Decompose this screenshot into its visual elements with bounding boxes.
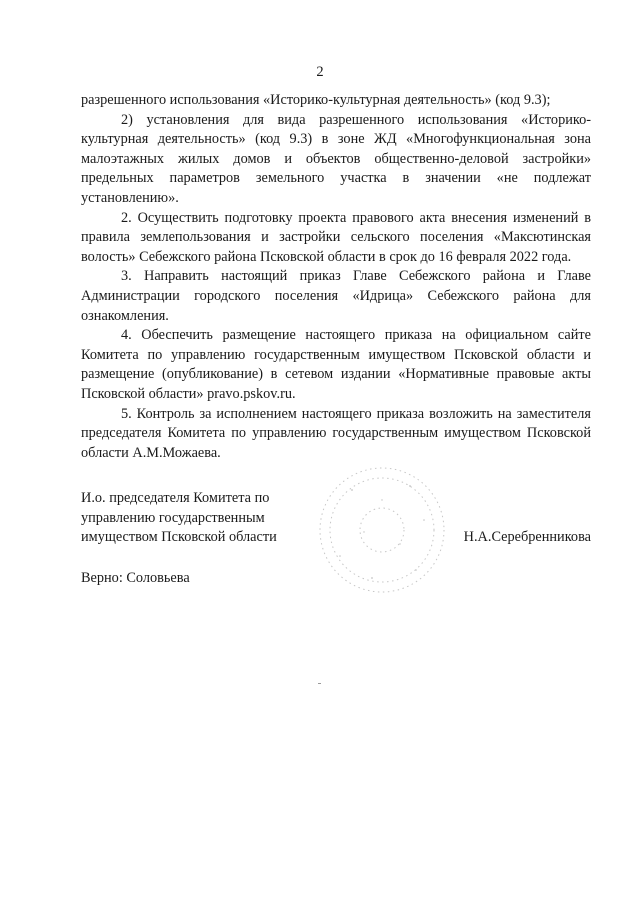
paragraph-item-2-subclause: 2) установления для вида разрешенного использования «Историко-культурная деятельность» (код 9.3) в зоне ЖД «Многофункциональная зона малоэтажных жилых домов и объектов общественно-деловой застройки» предельных параметров земельного участка в значении «не подлежат установлению». (81, 111, 591, 206)
scan-speck (318, 683, 321, 684)
paragraph-item-3: 3. Направить настоящий приказ Главе Себежского района и Главе Администрации городского поселения «Идрица» Себежского района для ознакомления. (81, 268, 591, 324)
paragraph-item-4: 4. Обеспечить размещение настоящего приказа на официальном сайте Комитета по управлению государственным имуществом Псковской области и размещение (опубликование) в сетевом издании «Нормативные правовые акты Псковской области» pravo.pskov.ru. (81, 327, 591, 402)
signatory-position-line: управлению государственным (81, 509, 265, 526)
signatory-position-line: И.о. председателя Комитета по (81, 490, 270, 506)
paragraph-item-2: 2. Осуществить подготовку проекта правового акта внесения изменений в правила землепользования и застройки сельского поселения «Максютинская волость» Себежского района Псковской области в срок до 16 февраля 2022 года. (81, 209, 591, 265)
paragraph-continuation: разрешенного использования «Историко-культурная деятельность» (код 9.3); (81, 92, 551, 108)
document-body (81, 91, 591, 463)
signatory-position-line: имуществом Псковской области (81, 529, 277, 546)
signatory-name: Н.А.Серебренникова (463, 529, 591, 545)
paragraph-item-5: 5. Контроль за исполнением настоящего приказа возложить на заместителя председателя Комитета по управлению государственным имуществом Псковской области А.М.Можаева. (81, 405, 591, 461)
signature-block (81, 489, 591, 548)
page-number: 2 (316, 64, 324, 80)
verification-note: Верно: Соловьева (81, 570, 190, 586)
